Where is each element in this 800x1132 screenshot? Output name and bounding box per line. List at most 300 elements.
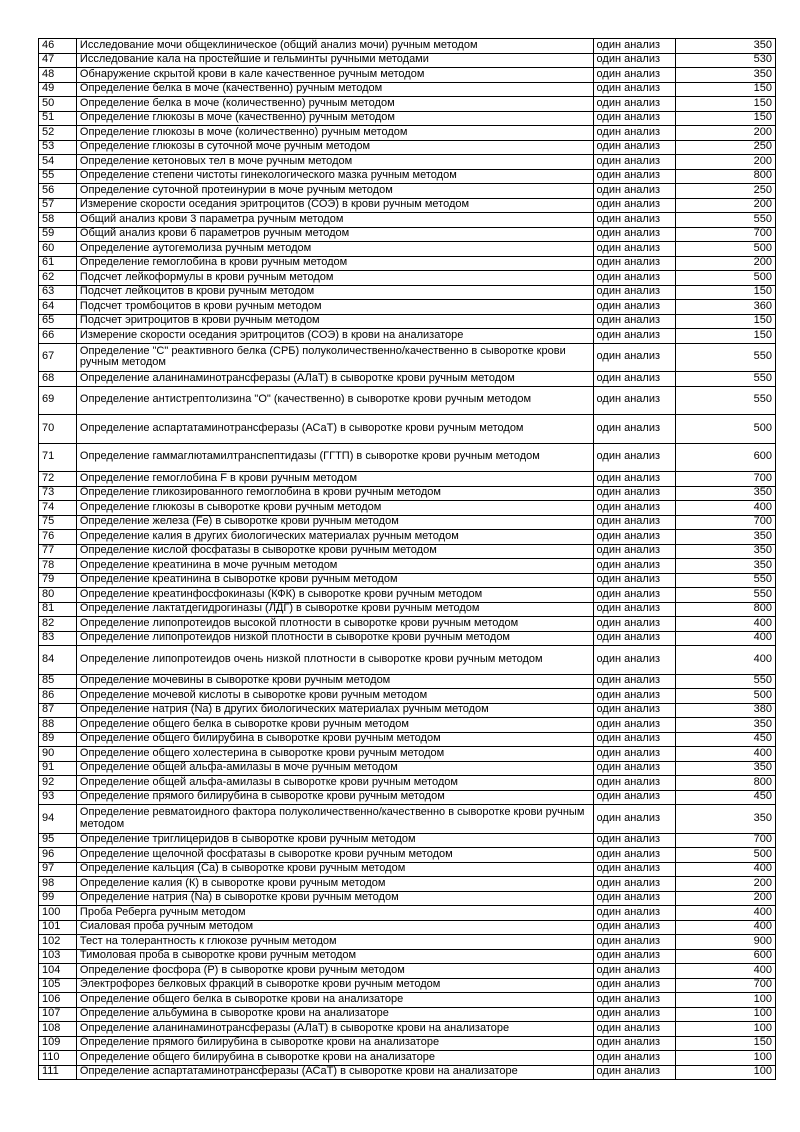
unit-cell: один анализ [593, 242, 675, 257]
row-number-cell: 93 [39, 790, 77, 805]
service-name-cell: Определение креатинина в сыворотке крови ручным методом [76, 573, 593, 588]
table-row [39, 776, 776, 791]
service-name-cell: Определение альбумина в сыворотке крови на анализаторе [76, 1007, 593, 1022]
unit-cell: один анализ [593, 776, 675, 791]
price-cell: 250 [675, 184, 775, 199]
row-number-cell: 71 [39, 443, 77, 472]
price-cell: 400 [675, 964, 775, 979]
table-row [39, 848, 776, 863]
table-row [39, 920, 776, 935]
unit-cell: один анализ [593, 848, 675, 863]
table-row [39, 184, 776, 199]
unit-cell: один анализ [593, 256, 675, 271]
row-number-cell: 108 [39, 1022, 77, 1037]
row-number-cell: 60 [39, 242, 77, 257]
table-row [39, 935, 776, 950]
row-number-cell: 73 [39, 486, 77, 501]
price-cell: 200 [675, 155, 775, 170]
table-row [39, 1065, 776, 1080]
row-number-cell: 79 [39, 573, 77, 588]
table-row [39, 674, 776, 689]
row-number-cell: 92 [39, 776, 77, 791]
service-name-cell: Определение степени чистоты гинекологического мазка ручным методом [76, 169, 593, 184]
unit-cell: один анализ [593, 674, 675, 689]
price-cell: 150 [675, 82, 775, 97]
table-row [39, 256, 776, 271]
table-row [39, 415, 776, 444]
service-name-cell: Определение щелочной фосфатазы в сыворотке крови ручным методом [76, 848, 593, 863]
service-name-cell: Определение кислой фосфатазы в сыворотке крови ручным методом [76, 544, 593, 559]
row-number-cell: 64 [39, 300, 77, 315]
price-cell: 700 [675, 227, 775, 242]
table-row [39, 285, 776, 300]
service-name-cell: Определение глюкозы в моче (качественно) ручным методом [76, 111, 593, 126]
service-name-cell: Измерение скорости оседания эритроцитов (СОЭ) в крови на анализаторе [76, 329, 593, 344]
price-cell: 800 [675, 602, 775, 617]
row-number-cell: 96 [39, 848, 77, 863]
unit-cell: один анализ [593, 1022, 675, 1037]
service-name-cell: Определение глюкозы в суточной моче ручным методом [76, 140, 593, 155]
row-number-cell: 86 [39, 689, 77, 704]
row-number-cell: 104 [39, 964, 77, 979]
service-name-cell: Определение аланинаминотрансферазы (АЛаТ) в сыворотке крови на анализаторе [76, 1022, 593, 1037]
price-cell: 100 [675, 1065, 775, 1080]
unit-cell: один анализ [593, 877, 675, 892]
row-number-cell: 58 [39, 213, 77, 228]
service-name-cell: Определение белка в моче (качественно) ручным методом [76, 82, 593, 97]
row-number-cell: 109 [39, 1036, 77, 1051]
price-cell: 450 [675, 790, 775, 805]
service-name-cell: Определение глюкозы в сыворотке крови ручным методом [76, 501, 593, 516]
unit-cell: один анализ [593, 372, 675, 387]
table-row [39, 862, 776, 877]
table-row [39, 443, 776, 472]
row-number-cell: 54 [39, 155, 77, 170]
unit-cell: один анализ [593, 1007, 675, 1022]
row-number-cell: 83 [39, 631, 77, 646]
unit-cell: один анализ [593, 472, 675, 487]
service-name-cell: Определение гемоглобина F в крови ручным методом [76, 472, 593, 487]
unit-cell: один анализ [593, 515, 675, 530]
table-row [39, 703, 776, 718]
service-name-cell: Определение кальция (Са) в сыворотке крови ручным методом [76, 862, 593, 877]
service-name-cell: Определение фосфора (Р) в сыворотке крови ручным методом [76, 964, 593, 979]
table-row [39, 891, 776, 906]
table-row [39, 314, 776, 329]
table-row [39, 761, 776, 776]
price-cell: 200 [675, 891, 775, 906]
table-row [39, 559, 776, 574]
table-row [39, 386, 776, 415]
price-cell: 400 [675, 906, 775, 921]
service-name-cell: Обнаружение скрытой крови в кале качественное ручным методом [76, 68, 593, 83]
row-number-cell: 49 [39, 82, 77, 97]
service-name-cell: Определение натрия (Na) в сыворотке крови ручным методом [76, 891, 593, 906]
row-number-cell: 75 [39, 515, 77, 530]
row-number-cell: 62 [39, 271, 77, 286]
table-row [39, 155, 776, 170]
unit-cell: один анализ [593, 935, 675, 950]
price-cell: 350 [675, 805, 775, 834]
row-number-cell: 72 [39, 472, 77, 487]
row-number-cell: 59 [39, 227, 77, 242]
row-number-cell: 56 [39, 184, 77, 199]
unit-cell: один анализ [593, 732, 675, 747]
service-name-cell: Общий анализ крови 6 параметров ручным методом [76, 227, 593, 242]
table-row [39, 718, 776, 733]
service-name-cell: Определение общего холестерина в сыворотке крови ручным методом [76, 747, 593, 762]
service-name-cell: Определение общего билирубина в сыворотке крови на анализаторе [76, 1051, 593, 1066]
price-cell: 150 [675, 314, 775, 329]
row-number-cell: 80 [39, 588, 77, 603]
service-name-cell: Определение общего белка в сыворотке крови ручным методом [76, 718, 593, 733]
unit-cell: один анализ [593, 343, 675, 372]
price-cell: 500 [675, 415, 775, 444]
table-row [39, 39, 776, 54]
unit-cell: один анализ [593, 906, 675, 921]
price-cell: 150 [675, 285, 775, 300]
price-cell: 500 [675, 271, 775, 286]
table-row [39, 126, 776, 141]
price-cell: 350 [675, 761, 775, 776]
unit-cell: один анализ [593, 443, 675, 472]
row-number-cell: 66 [39, 329, 77, 344]
price-cell: 550 [675, 674, 775, 689]
unit-cell: один анализ [593, 1065, 675, 1080]
table-row [39, 242, 776, 257]
table-row [39, 573, 776, 588]
service-name-cell: Определение гемоглобина в крови ручным методом [76, 256, 593, 271]
price-cell: 350 [675, 718, 775, 733]
table-row [39, 1007, 776, 1022]
table-row [39, 501, 776, 516]
row-number-cell: 51 [39, 111, 77, 126]
unit-cell: один анализ [593, 530, 675, 545]
unit-cell: один анализ [593, 68, 675, 83]
price-cell: 550 [675, 573, 775, 588]
row-number-cell: 57 [39, 198, 77, 213]
service-name-cell: Определение аутогемолиза ручным методом [76, 242, 593, 257]
unit-cell: один анализ [593, 314, 675, 329]
price-cell: 250 [675, 140, 775, 155]
price-cell: 900 [675, 935, 775, 950]
unit-cell: один анализ [593, 386, 675, 415]
table-row [39, 530, 776, 545]
table-row [39, 53, 776, 68]
price-cell: 100 [675, 993, 775, 1008]
price-cell: 700 [675, 978, 775, 993]
price-cell: 400 [675, 501, 775, 516]
row-number-cell: 52 [39, 126, 77, 141]
row-number-cell: 102 [39, 935, 77, 950]
price-cell: 400 [675, 617, 775, 632]
price-cell: 700 [675, 472, 775, 487]
service-name-cell: Подсчет эритроцитов в крови ручным методом [76, 314, 593, 329]
table-row [39, 472, 776, 487]
service-name-cell: Определение мочевой кислоты в сыворотке крови ручным методом [76, 689, 593, 704]
price-cell: 100 [675, 1022, 775, 1037]
unit-cell: один анализ [593, 501, 675, 516]
service-name-cell: Определение липопротеидов низкой плотности в сыворотке крови ручным методом [76, 631, 593, 646]
price-cell: 350 [675, 559, 775, 574]
row-number-cell: 97 [39, 862, 77, 877]
unit-cell: один анализ [593, 329, 675, 344]
table-row [39, 68, 776, 83]
row-number-cell: 63 [39, 285, 77, 300]
price-cell: 400 [675, 631, 775, 646]
row-number-cell: 78 [39, 559, 77, 574]
unit-cell: один анализ [593, 703, 675, 718]
row-number-cell: 70 [39, 415, 77, 444]
table-row [39, 169, 776, 184]
unit-cell: один анализ [593, 833, 675, 848]
row-number-cell: 85 [39, 674, 77, 689]
price-cell: 100 [675, 1007, 775, 1022]
service-name-cell: Подсчет лейкоцитов в крови ручным методом [76, 285, 593, 300]
row-number-cell: 99 [39, 891, 77, 906]
service-name-cell: Определение антистрептолизина "О" (качественно) в сыворотке крови ручным методом [76, 386, 593, 415]
price-cell: 500 [675, 689, 775, 704]
price-cell: 200 [675, 256, 775, 271]
row-number-cell: 81 [39, 602, 77, 617]
table-row [39, 964, 776, 979]
unit-cell: один анализ [593, 285, 675, 300]
price-cell: 530 [675, 53, 775, 68]
row-number-cell: 67 [39, 343, 77, 372]
unit-cell: один анализ [593, 617, 675, 632]
table-row [39, 732, 776, 747]
price-cell: 380 [675, 703, 775, 718]
table-row [39, 646, 776, 675]
price-cell: 550 [675, 588, 775, 603]
unit-cell: один анализ [593, 126, 675, 141]
unit-cell: один анализ [593, 227, 675, 242]
table-row [39, 515, 776, 530]
service-name-cell: Определение прямого билирубина в сыворотке крови ручным методом [76, 790, 593, 805]
unit-cell: один анализ [593, 97, 675, 112]
price-cell: 360 [675, 300, 775, 315]
service-name-cell: Определение аспартатаминотрансферазы (АСаТ) в сыворотке крови ручным методом [76, 415, 593, 444]
service-name-cell: Подсчет тромбоцитов в крови ручным методом [76, 300, 593, 315]
service-name-cell: Сиаловая проба ручным методом [76, 920, 593, 935]
table-row [39, 544, 776, 559]
row-number-cell: 53 [39, 140, 77, 155]
service-name-cell: Подсчет лейкоформулы в крови ручным методом [76, 271, 593, 286]
row-number-cell: 82 [39, 617, 77, 632]
unit-cell: один анализ [593, 415, 675, 444]
service-name-cell: Определение аланинаминотрансферазы (АЛаТ) в сыворотке крови ручным методом [76, 372, 593, 387]
service-name-cell: Тест на толерантность к глюкозе ручным методом [76, 935, 593, 950]
price-cell: 150 [675, 1036, 775, 1051]
unit-cell: один анализ [593, 544, 675, 559]
unit-cell: один анализ [593, 805, 675, 834]
price-cell: 150 [675, 111, 775, 126]
row-number-cell: 103 [39, 949, 77, 964]
unit-cell: один анализ [593, 993, 675, 1008]
service-name-cell: Исследование мочи общеклиническое (общий анализ мочи) ручным методом [76, 39, 593, 54]
unit-cell: один анализ [593, 198, 675, 213]
row-number-cell: 77 [39, 544, 77, 559]
unit-cell: один анализ [593, 602, 675, 617]
service-name-cell: Определение гликозированного гемоглобина в крови ручным методом [76, 486, 593, 501]
row-number-cell: 61 [39, 256, 77, 271]
row-number-cell: 84 [39, 646, 77, 675]
unit-cell: один анализ [593, 53, 675, 68]
unit-cell: один анализ [593, 949, 675, 964]
table-row [39, 631, 776, 646]
service-name-cell: Определение общего белка в сыворотке крови на анализаторе [76, 993, 593, 1008]
service-name-cell: Определение липопротеидов высокой плотности в сыворотке крови ручным методом [76, 617, 593, 632]
service-name-cell: Определение натрия (Na) в других биологических материалах ручным методом [76, 703, 593, 718]
price-cell: 550 [675, 372, 775, 387]
unit-cell: один анализ [593, 573, 675, 588]
unit-cell: один анализ [593, 169, 675, 184]
table-row [39, 140, 776, 155]
unit-cell: один анализ [593, 213, 675, 228]
row-number-cell: 105 [39, 978, 77, 993]
row-number-cell: 90 [39, 747, 77, 762]
price-cell: 400 [675, 747, 775, 762]
table-row [39, 993, 776, 1008]
service-name-cell: Определение железа (Fe) в сыворотке крови ручным методом [76, 515, 593, 530]
unit-cell: один анализ [593, 920, 675, 935]
row-number-cell: 107 [39, 1007, 77, 1022]
price-cell: 350 [675, 530, 775, 545]
unit-cell: один анализ [593, 761, 675, 776]
unit-cell: один анализ [593, 140, 675, 155]
service-name-cell: Измерение скорости оседания эритроцитов (СОЭ) в крови ручным методом [76, 198, 593, 213]
service-name-cell: Определение липопротеидов очень низкой плотности в сыворотке крови ручным методом [76, 646, 593, 675]
unit-cell: один анализ [593, 111, 675, 126]
table-row [39, 617, 776, 632]
price-table-body [39, 39, 776, 1080]
price-table [38, 38, 776, 1080]
row-number-cell: 65 [39, 314, 77, 329]
service-name-cell: Электрофорез белковых фракций в сыворотке крови ручным методом [76, 978, 593, 993]
row-number-cell: 94 [39, 805, 77, 834]
row-number-cell: 91 [39, 761, 77, 776]
price-cell: 800 [675, 169, 775, 184]
service-name-cell: Определение мочевины в сыворотке крови ручным методом [76, 674, 593, 689]
row-number-cell: 68 [39, 372, 77, 387]
service-name-cell: Определение креатинина в моче ручным методом [76, 559, 593, 574]
table-row [39, 805, 776, 834]
price-cell: 150 [675, 329, 775, 344]
price-cell: 500 [675, 848, 775, 863]
table-row [39, 602, 776, 617]
unit-cell: один анализ [593, 747, 675, 762]
unit-cell: один анализ [593, 790, 675, 805]
table-row [39, 747, 776, 762]
service-name-cell: Тимоловая проба в сыворотке крови ручным методом [76, 949, 593, 964]
price-cell: 350 [675, 68, 775, 83]
unit-cell: один анализ [593, 891, 675, 906]
row-number-cell: 74 [39, 501, 77, 516]
table-row [39, 82, 776, 97]
table-row [39, 372, 776, 387]
service-name-cell: Определение калия в других биологических материалах ручным методом [76, 530, 593, 545]
row-number-cell: 100 [39, 906, 77, 921]
price-cell: 400 [675, 862, 775, 877]
price-cell: 200 [675, 126, 775, 141]
unit-cell: один анализ [593, 862, 675, 877]
table-row [39, 906, 776, 921]
row-number-cell: 55 [39, 169, 77, 184]
service-name-cell: Определение общего билирубина в сыворотке крови ручным методом [76, 732, 593, 747]
row-number-cell: 87 [39, 703, 77, 718]
price-cell: 500 [675, 242, 775, 257]
service-name-cell: Определение общей альфа-амилазы в моче ручным методом [76, 761, 593, 776]
unit-cell: один анализ [593, 271, 675, 286]
row-number-cell: 88 [39, 718, 77, 733]
service-name-cell: Определение ревматоидного фактора полуколичественно/качественно в сыворотке крови ручным методом [76, 805, 593, 834]
price-cell: 200 [675, 877, 775, 892]
table-row [39, 877, 776, 892]
row-number-cell: 89 [39, 732, 77, 747]
unit-cell: один анализ [593, 689, 675, 704]
unit-cell: один анализ [593, 978, 675, 993]
row-number-cell: 106 [39, 993, 77, 1008]
unit-cell: один анализ [593, 631, 675, 646]
service-name-cell: Определение прямого билирубина в сыворотке крови на анализаторе [76, 1036, 593, 1051]
table-row [39, 588, 776, 603]
service-name-cell: Определение кетоновых тел в моче ручным методом [76, 155, 593, 170]
unit-cell: один анализ [593, 155, 675, 170]
price-cell: 550 [675, 343, 775, 372]
unit-cell: один анализ [593, 39, 675, 54]
unit-cell: один анализ [593, 82, 675, 97]
table-row [39, 213, 776, 228]
service-name-cell: Определение лактатдегидрогиназы (ЛДГ) в сыворотке крови ручным методом [76, 602, 593, 617]
table-row [39, 1036, 776, 1051]
row-number-cell: 101 [39, 920, 77, 935]
table-row [39, 329, 776, 344]
service-name-cell: Определение креатинфосфокиназы (КФК) в сыворотке крови ручным методом [76, 588, 593, 603]
service-name-cell: Определение калия (К) в сыворотке крови ручным методом [76, 877, 593, 892]
price-cell: 550 [675, 213, 775, 228]
price-cell: 700 [675, 833, 775, 848]
unit-cell: один анализ [593, 300, 675, 315]
unit-cell: один анализ [593, 184, 675, 199]
price-cell: 550 [675, 386, 775, 415]
price-cell: 350 [675, 486, 775, 501]
service-name-cell: Определение триглицеридов в сыворотке крови ручным методом [76, 833, 593, 848]
table-row [39, 1022, 776, 1037]
unit-cell: один анализ [593, 964, 675, 979]
service-name-cell: Определение общей альфа-амилазы в сыворотке крови ручным методом [76, 776, 593, 791]
unit-cell: один анализ [593, 718, 675, 733]
service-name-cell: Определение суточной протеинурии в моче ручным методом [76, 184, 593, 199]
unit-cell: один анализ [593, 559, 675, 574]
table-row [39, 978, 776, 993]
price-cell: 150 [675, 97, 775, 112]
row-number-cell: 48 [39, 68, 77, 83]
service-name-cell: Определение глюкозы в моче (количественно) ручным методом [76, 126, 593, 141]
price-cell: 100 [675, 1051, 775, 1066]
service-name-cell: Определение гаммаглютамилтранспептидазы (ГГТП) в сыворотке крови ручным методом [76, 443, 593, 472]
unit-cell: один анализ [593, 646, 675, 675]
unit-cell: один анализ [593, 588, 675, 603]
table-row [39, 227, 776, 242]
row-number-cell: 46 [39, 39, 77, 54]
table-row [39, 97, 776, 112]
service-name-cell: Определение аспартатаминотрансферазы (АСаТ) в сыворотке крови на анализаторе [76, 1065, 593, 1080]
row-number-cell: 69 [39, 386, 77, 415]
table-row [39, 271, 776, 286]
row-number-cell: 50 [39, 97, 77, 112]
table-row [39, 300, 776, 315]
price-cell: 400 [675, 920, 775, 935]
